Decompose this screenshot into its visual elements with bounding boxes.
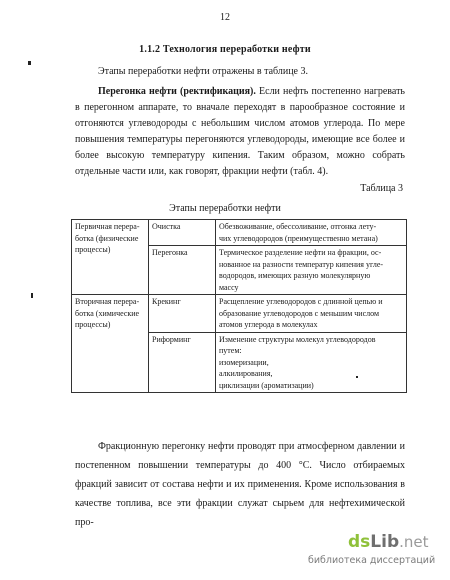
description-text-line: массу: [219, 282, 239, 292]
process-cell: Перегонка: [149, 246, 216, 295]
table-caption: Этапы переработки нефти: [169, 203, 281, 214]
description-text-line: Расщепление углеводородов с длинной цепью и: [219, 297, 383, 306]
description-cell: [216, 332, 407, 393]
processing-stages-table: [71, 219, 407, 393]
section-heading: [60, 44, 390, 55]
body-paragraph: [75, 84, 405, 180]
description-text-line: Изменение структуры молекул углеводородов: [219, 334, 376, 344]
paragraph-text: Если нефть постепенно нагревать в перегонном аппарате, то вначале переходят в парообразное состояние и отгоняются углеводороды с небольшим числом атомов углерода. По мере повышения температуры перегоняются углеводороды, имеющие все более и более высокую температуру кипения. Таким образом, можно собрать отдельные части или, как говорят, фракции нефти (табл. 4).: [75, 86, 405, 177]
description-text-line: изомеризации,: [219, 357, 269, 367]
watermark-logo: dsLib.net: [348, 532, 429, 552]
stage-cell: [72, 220, 149, 295]
process-cell: Риформинг: [149, 332, 216, 393]
description-text-line: алкилирования,: [219, 369, 273, 378]
description-text-line: нованное на разности температур кипения угле-: [219, 259, 384, 269]
description-text-line: атомов углерода в молекулах: [219, 320, 318, 329]
description-text-line: образование углеводородов с меньшим числом: [219, 308, 380, 318]
table-number: Таблица 3: [360, 183, 403, 194]
description-cell: [216, 220, 407, 246]
description-text-line: водородов, имеющих разную молекулярную: [219, 271, 371, 280]
page-number: 12: [220, 12, 230, 23]
table-row: [72, 220, 407, 246]
description-cell: [216, 246, 407, 295]
section-number: 1.1.2: [139, 44, 161, 55]
description-text-line: циклизации (ароматизации): [219, 380, 314, 390]
scan-mark: [31, 293, 33, 298]
table-row: [72, 295, 407, 333]
paragraph-lead: Перегонка нефти (ректификация).: [98, 86, 256, 97]
stage-text-line: Первичная перера-: [75, 222, 140, 231]
description-text-line: Термическое разделение нефти на фракции, ос-: [219, 248, 382, 257]
stage-text-line: Вторичная перера-: [75, 297, 140, 306]
description-text-line: Обезвоживание, обессоливание, отгонка лету-: [219, 222, 377, 231]
scan-mark: [28, 61, 31, 65]
stage-text-line: ботка (химические: [75, 308, 140, 318]
process-cell: Крекинг: [149, 295, 216, 333]
description-text-line: путем:: [219, 346, 242, 355]
closing-paragraph: Фракционную перегонку нефти проводят при атмосферном давлении и постепенном повышении температуры до 400 °С. Число отбираемых фракций зависит от состава нефти и их применения. Кроме использования в качестве топлива, все эти фракции служат сырьем для нефтехимической про-: [75, 441, 405, 528]
watermark-subtitle: библиотека диссертаций: [308, 555, 436, 566]
stage-text-line: процессы): [75, 245, 111, 254]
description-cell: [216, 295, 407, 333]
stage-text-line: процессы): [75, 320, 111, 329]
description-text-line: чих углеводородов (преимущественно метана): [219, 233, 378, 243]
intro-line: Этапы переработки нефти отражены в таблице 3.: [98, 66, 308, 77]
process-cell: Очистка: [149, 220, 216, 246]
scan-mark: [356, 376, 358, 378]
stage-cell: [72, 295, 149, 393]
stage-text-line: ботка (физические: [75, 233, 139, 243]
section-title: Технология переработки нефти: [162, 44, 311, 55]
